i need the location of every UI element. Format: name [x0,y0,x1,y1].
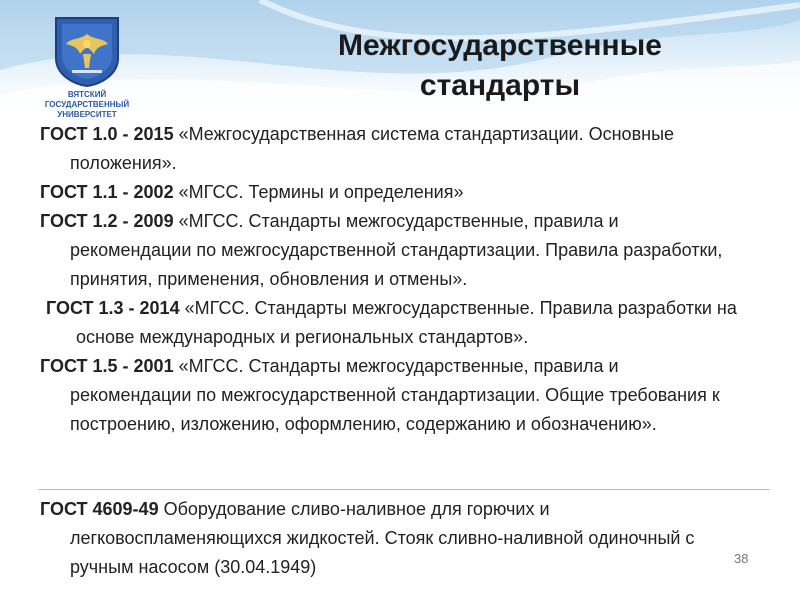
standard-code: ГОСТ 1.2 - 2009 [40,211,174,231]
standard-description: «МГСС. Стандарты межгосударственные. Правила разработки на основе международных и региональных стандартов». [76,298,737,347]
standard-description: «МГСС. Стандарты межгосударственные, правила и рекомендации по межгосударственной стандартизации. Общие требования к построению, изложению, оформлению, содержанию и обозначению». [70,356,720,434]
standard-item [40,495,740,582]
standard-item [40,352,740,439]
university-logo [40,14,134,122]
university-name-line-3: УНИВЕРСИТЕТ [57,110,117,119]
university-name-line-1: ВЯТСКИЙ [67,90,107,99]
standards-list [40,120,740,439]
standard-item [40,120,740,178]
standard-description: «Межгосударственная система стандартизации. Основные положения». [70,124,675,173]
standard-code: ГОСТ 4609-49 [40,499,159,519]
slide-title-line-1: Межгосударственные [338,29,662,62]
slide-number: 38 [734,551,749,566]
extra-standard [40,495,740,582]
slide-title [280,26,720,106]
standard-item [46,294,740,352]
standard-code: ГОСТ 1.3 - 2014 [46,298,180,318]
slide-title-line-2: стандарты [419,69,581,102]
standard-item [40,178,740,207]
standard-description: «МГСС. Термины и определения» [178,182,464,202]
section-divider [38,489,770,490]
standard-item [40,207,740,294]
standard-code: ГОСТ 1.0 - 2015 [40,124,174,144]
standard-code: ГОСТ 1.1 - 2002 [40,182,174,202]
university-name-line-2: ГОСУДАРСТВЕННЫЙ [44,100,130,109]
standard-description: «МГСС. Стандарты межгосударственные, правила и рекомендации по межгосударственной стандартизации. Правила разработки, принятия, применения, обновления и отмены». [70,211,723,289]
university-name [40,90,134,120]
standard-description: Оборудование сливо-наливное для горючих и легковоспламеняющихся жидкостей. Стояк сливно-наливной одиночный с ручным насосом (30.04.1949) [70,499,695,577]
standard-code: ГОСТ 1.5 - 2001 [40,356,174,376]
university-crest-icon [50,14,124,88]
